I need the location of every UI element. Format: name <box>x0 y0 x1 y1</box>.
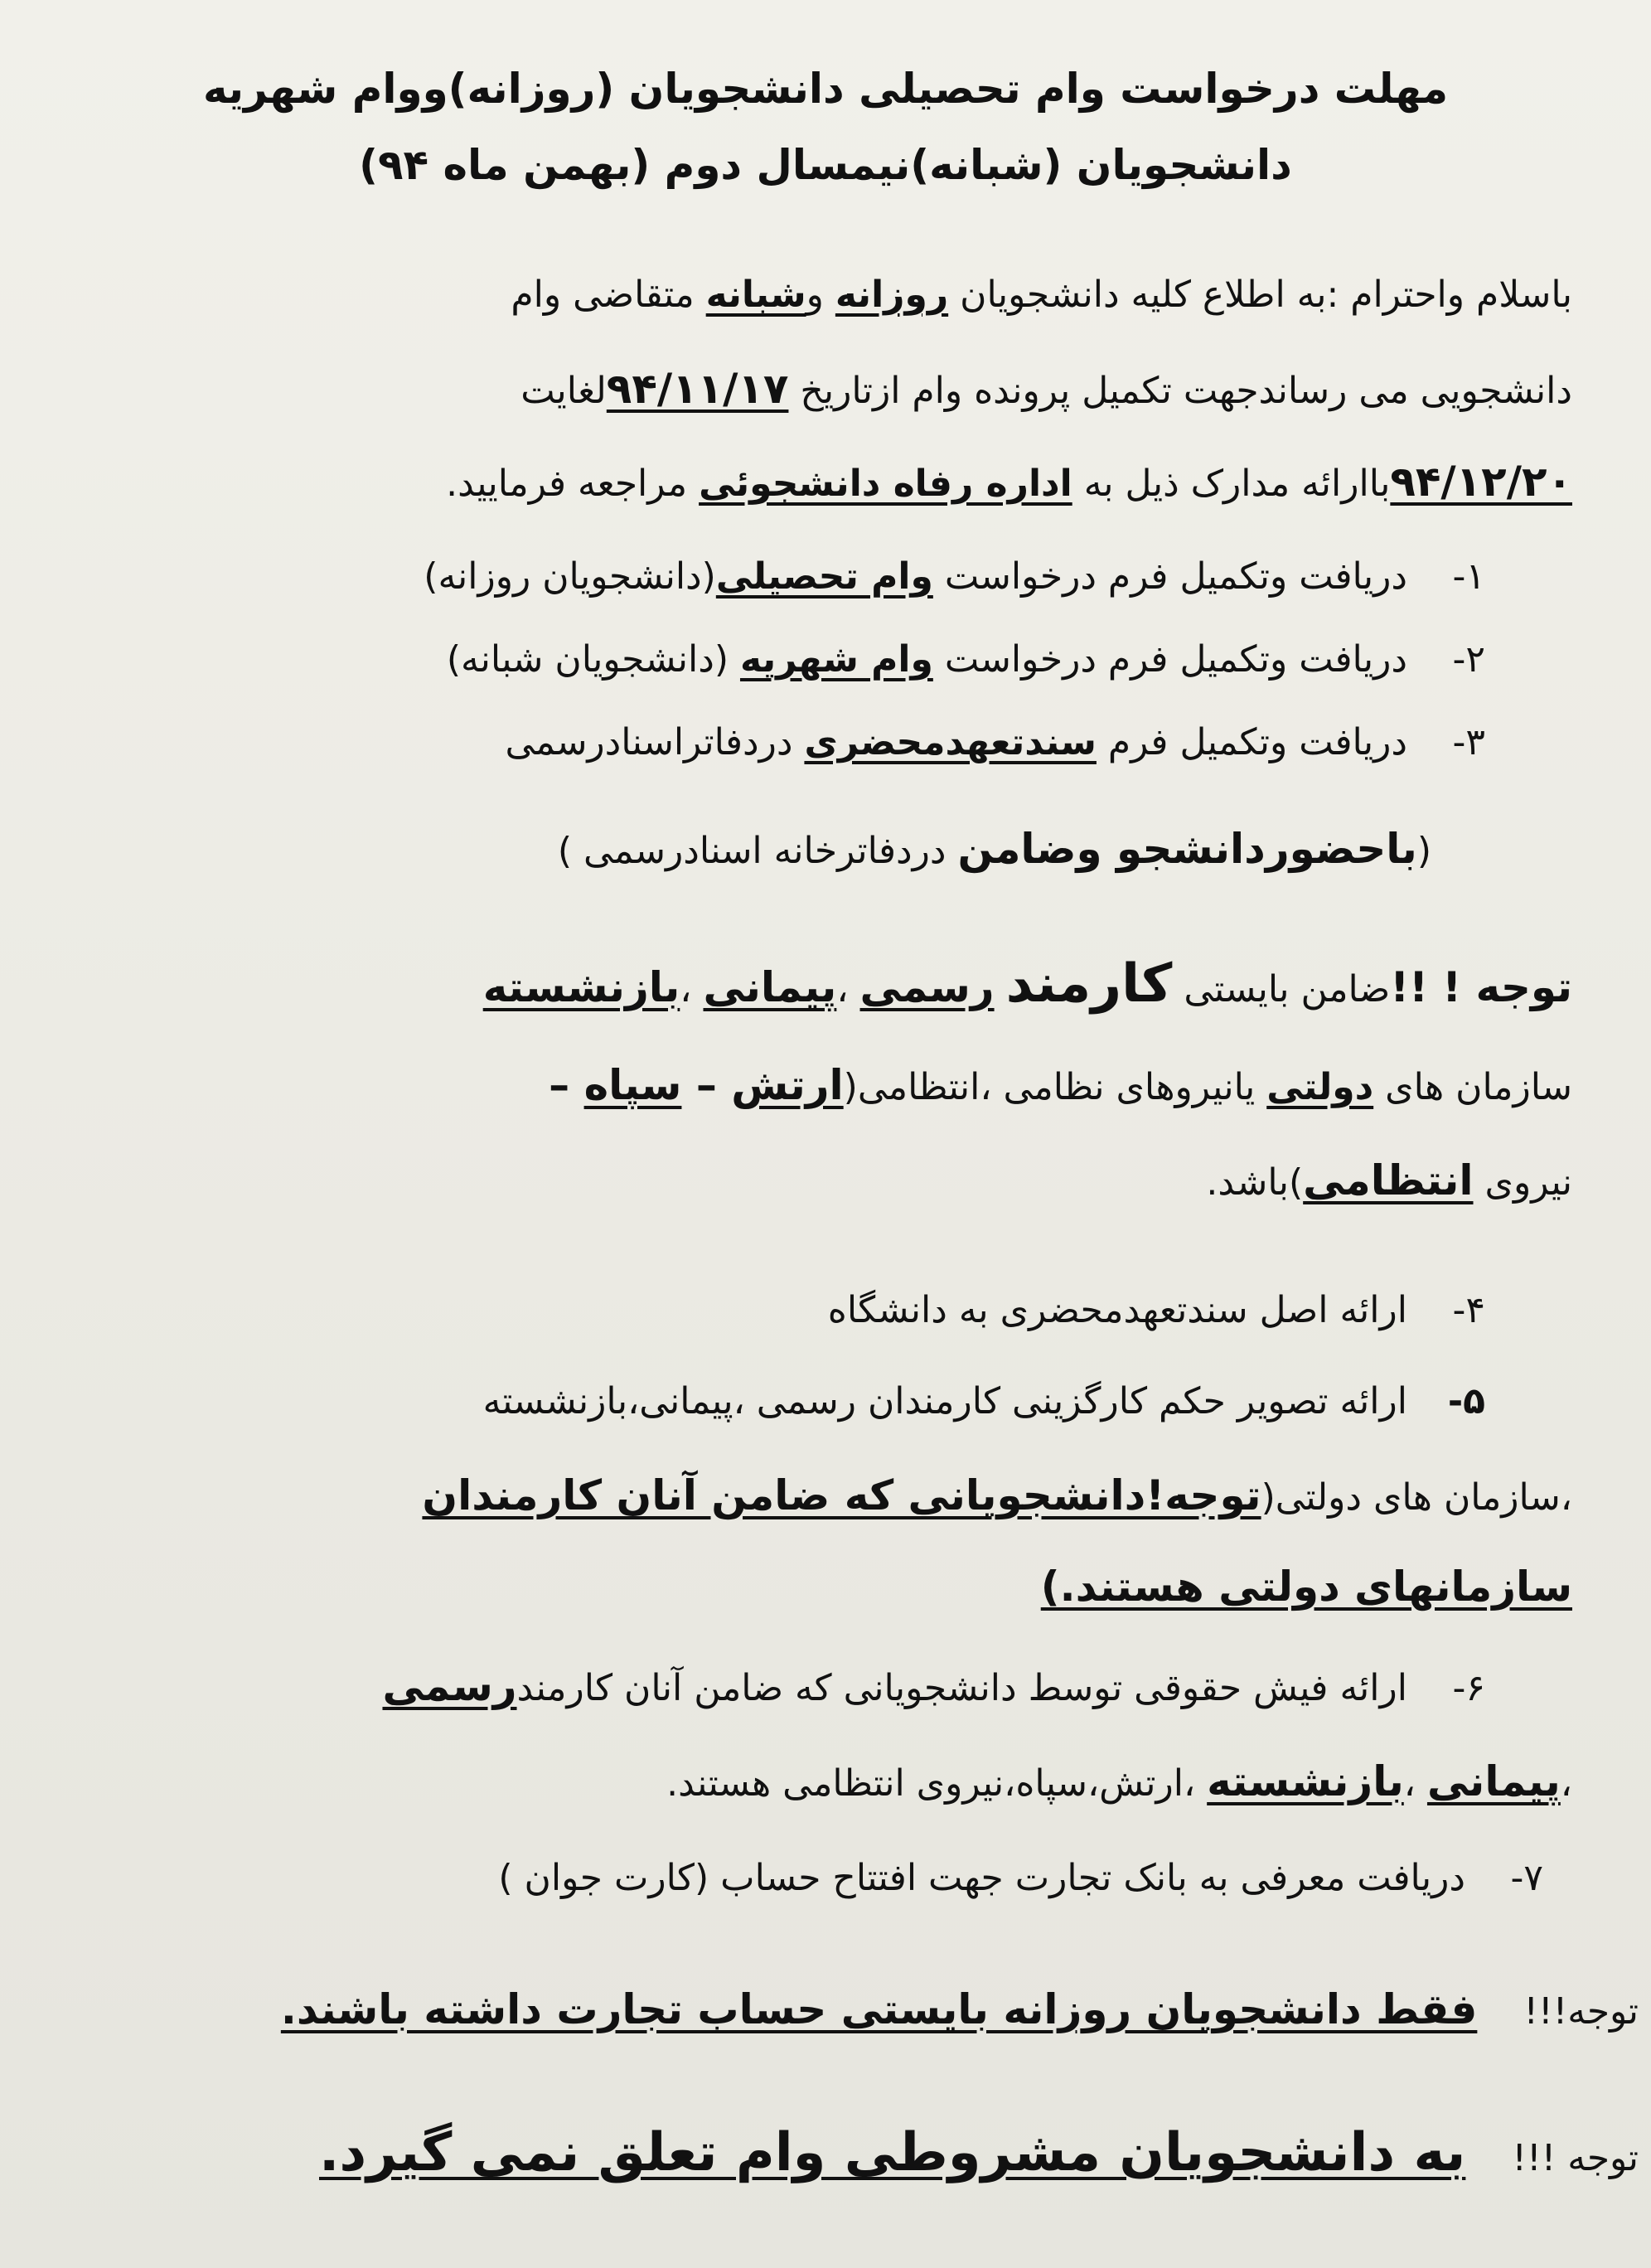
day-students: روزانه <box>835 274 949 316</box>
notice-2-line-1: توجه!!! فقط دانشجویان روزانه بایستی حساب تجارت داشته باشند. <box>280 1985 1639 2033</box>
intro-line-3: ۹۴/۱۲/۲۰باارائه مدارک ذیل به اداره رفاه دانشجوئی مراجعه فرمایید. <box>446 458 1572 506</box>
attention-label: توجه ! !! <box>1390 963 1572 1011</box>
title-line-2: دانشجویان (شبانه)نیمسال دوم (بهمن ماه ۹۴) <box>359 141 1292 189</box>
notice-1-line-1: توجه ! !!ضامن بایستی کارمند رسمی ،پیمانی ،بازنشسته <box>482 953 1572 1015</box>
item-5-cont-2: سازمانهای دولتی هستند.) <box>1040 1563 1572 1611</box>
item-5-cont-1: ،سازمان های دولتی(توجه!دانشجویانی که ضامن آنان کارمندان <box>422 1471 1572 1519</box>
item-6: ۶- ارائه فیش حقوقی توسط دانشجویانی که ضامن آنان کارمندرسمی <box>382 1662 1485 1710</box>
item-2: ۲- دریافت وتکمیل فرم درخواست وام شهریه (دانشجویان شبانه) <box>446 638 1485 681</box>
welfare-office: اداره رفاه دانشجوئی <box>699 463 1072 505</box>
intro-line-1: باسلام واحترام :به اطلاع کلیه دانشجویان روزانه وشبانه متقاضی وام <box>511 274 1572 316</box>
intro-line-2: دانشجویی می رساندجهت تکمیل پرونده وام ازتاریخ ۹۴/۱۱/۱۷لغایت <box>520 365 1572 413</box>
item-4: ۴- ارائه اصل سندتعهدمحضری به دانشگاه <box>827 1289 1485 1331</box>
title-line-1: مهلت درخواست وام تحصیلی دانشجویان (روزانه)ووام شهریه <box>202 65 1449 113</box>
notice-2-line-2: توجه !!! به دانشجویان مشروطی وام تعلق نمی گیرد. <box>319 2122 1639 2183</box>
night-students: شبانه <box>705 274 806 316</box>
item-6-cont: ،پیمانی ،بازنشسته ،ارتش،سپاه،نیروی انتظامی هستند. <box>666 1757 1572 1805</box>
notice-1-line-2: سازمان های دولتی یانیروهای نظامی ،انتظامی(ارتش – سپاه – <box>549 1061 1572 1109</box>
item-1: ۱- دریافت وتکمیل فرم درخواست وام تحصیلی(دانشجویان روزانه) <box>424 555 1485 598</box>
end-date: ۹۴/۱۲/۲۰ <box>1390 458 1572 506</box>
item-3-cont: (باحضوردانشجو وضامن دردفاترخانه اسنادرسمی ) <box>557 825 1431 873</box>
item-5: ۵- ارائه تصویر حکم کارگزینی کارمندان رسمی ،پیمانی،بازنشسته <box>482 1380 1485 1422</box>
item-3: ۳- دریافت وتکمیل فرم سندتعهدمحضری دردفاتراسنادرسمی <box>505 721 1485 763</box>
notice-1-line-3: نیروی انتظامی)باشد. <box>1206 1156 1572 1204</box>
item-7: ۷- دریافت معرفی به بانک تجارت جهت افتتاح حساب (کارت جوان ) <box>498 1857 1543 1899</box>
start-date: ۹۴/۱۱/۱۷ <box>606 365 789 413</box>
